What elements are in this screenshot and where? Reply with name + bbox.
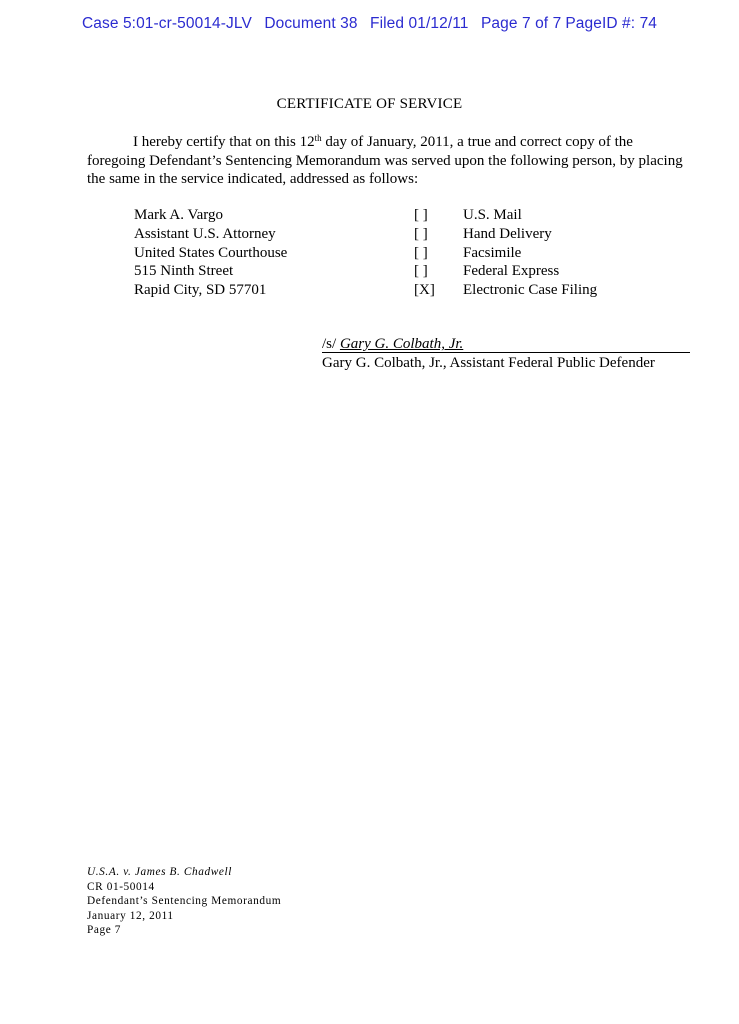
service-label: Electronic Case Filing (463, 282, 598, 299)
service-label: U.S. Mail (463, 207, 522, 223)
address-line: Rapid City, SD 57701 (134, 282, 267, 299)
court-filing-header (0, 15, 739, 33)
page-count-stamp: Page 7 of 7 (480, 15, 562, 32)
service-option (414, 281, 598, 300)
signature-name: Gary G. Colbath, Jr. (339, 336, 464, 352)
signature-prefix: /s/ (322, 336, 340, 352)
footer-case-title: U.S.A. v. James B. Chadwell (87, 866, 232, 878)
certification-text-rest: day of January, 2011, a true and correct copy of the foregoing Defendant’s Sentencing Memorandum was served upon the following person, by placing the same in the service indicated, addressed as follows: (87, 134, 683, 187)
service-label: Hand Delivery (463, 225, 552, 242)
page-id-stamp: PageID #: 74 (565, 15, 658, 32)
service-checkbox: [X] (414, 282, 435, 299)
recipient-address (134, 206, 287, 300)
address-line: 515 Ninth Street (134, 263, 234, 280)
address-line: Mark A. Vargo (134, 207, 224, 223)
footer-page-number: Page 7 (87, 924, 122, 936)
signer-printed-name: Gary G. Colbath, Jr., Assistant Federal Public Defender (322, 355, 655, 371)
service-option (414, 225, 552, 244)
service-checkbox: [ ] (414, 207, 428, 223)
footer-case-number: CR 01-50014 (87, 880, 155, 893)
service-label: Facsimile (463, 244, 522, 261)
service-label: Federal Express (463, 263, 560, 280)
filed-date-stamp: Filed 01/12/11 (370, 15, 469, 32)
ordinal-suffix: th (314, 133, 322, 143)
service-option (414, 244, 522, 263)
page-title: CERTIFICATE OF SERVICE (276, 96, 463, 112)
service-method-list (414, 206, 598, 300)
case-number-stamp: Case 5:01-cr-50014-JLV (81, 15, 252, 32)
address-line: Assistant U.S. Attorney (134, 225, 276, 242)
service-option (414, 262, 560, 281)
certification-paragraph (87, 133, 687, 189)
signature-line (322, 336, 690, 353)
address-line: United States Courthouse (134, 244, 288, 261)
service-checkbox: [ ] (414, 244, 428, 261)
footer-date: January 12, 2011 (87, 909, 174, 922)
service-option (414, 206, 522, 225)
service-checkbox: [ ] (414, 263, 428, 280)
footer-document-name: Defendant’s Sentencing Memorandum (87, 895, 282, 907)
document-footer (87, 865, 281, 938)
service-checkbox: [ ] (414, 225, 428, 242)
certification-text-start: I hereby certify that on this 12 (133, 134, 315, 150)
document-number-stamp: Document 38 (264, 15, 358, 32)
